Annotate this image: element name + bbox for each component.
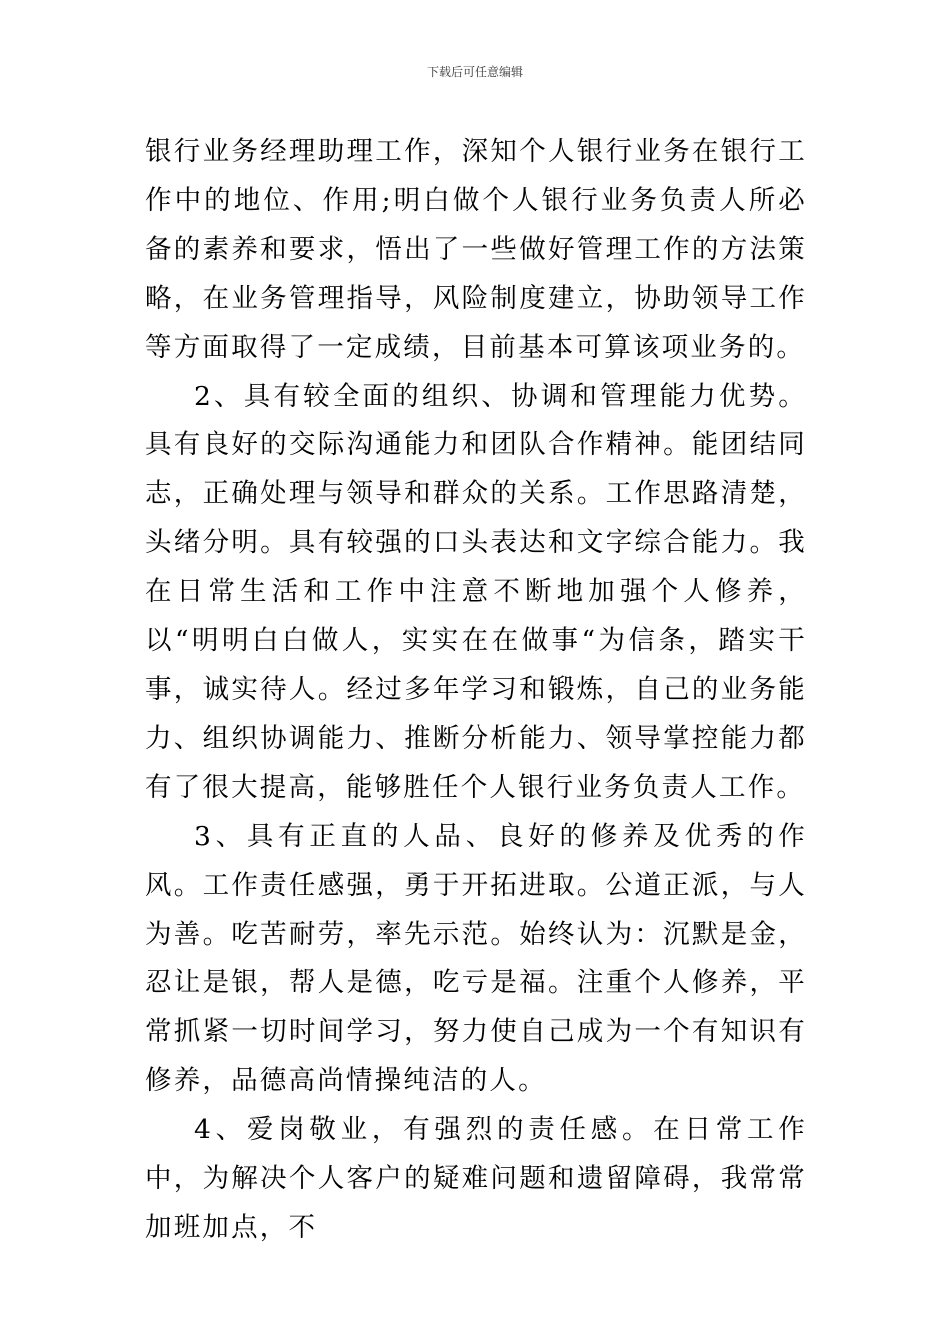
page-header: 下载后可任意编辑 [426, 65, 523, 79]
paragraph-continued: 银行业务经理助理工作，深知个人银行业务在银行工作中的地位、作用;明白做个人银行业务负责人所必备的素养和要求，悟出了一些做好管理工作的方法策略，在业务管理指导，风险制度建立，协助领导工作等方面取得了一定成绩，目前基本可算该项业务的。 [145, 136, 807, 363]
document-body [145, 128, 807, 1253]
paragraph-2: 2、具有较全面的组织、协调和管理能力优势。具有良好的交际沟通能力和团队合作精神。能团结同志，正确处理与领导和群众的关系。工作思路清楚，头绪分明。具有较强的口头表达和文字综合能力。我在日常生活和工作中注意不断地加强个人修养，以“明明白白做人，实实在在做事“为信条，踏实干事，诚实待人。经过多年学习和锻炼，自己的业务能力、组织协调能力、推断分析能力、领导掌控能力都有了很大提高，能够胜任个人银行业务负责人工作。 [145, 380, 807, 803]
paragraph-3: 3、具有正直的人品、良好的修养及优秀的作风。工作责任感强，勇于开拓进取。公道正派，与人为善。吃苦耐劳，率先示范。始终认为：沉默是金，忍让是银，帮人是德，吃亏是福。注重个人修养，平常抓紧一切时间学习，努力使自己成为一个有知识有修养，品德高尚情操纯洁的人。 [145, 820, 807, 1097]
paragraph-4: 4、爱岗敬业，有强烈的责任感。在日常工作中，为解决个人客户的疑难问题和遗留障碍，我常常加班加点，不 [145, 1114, 807, 1243]
